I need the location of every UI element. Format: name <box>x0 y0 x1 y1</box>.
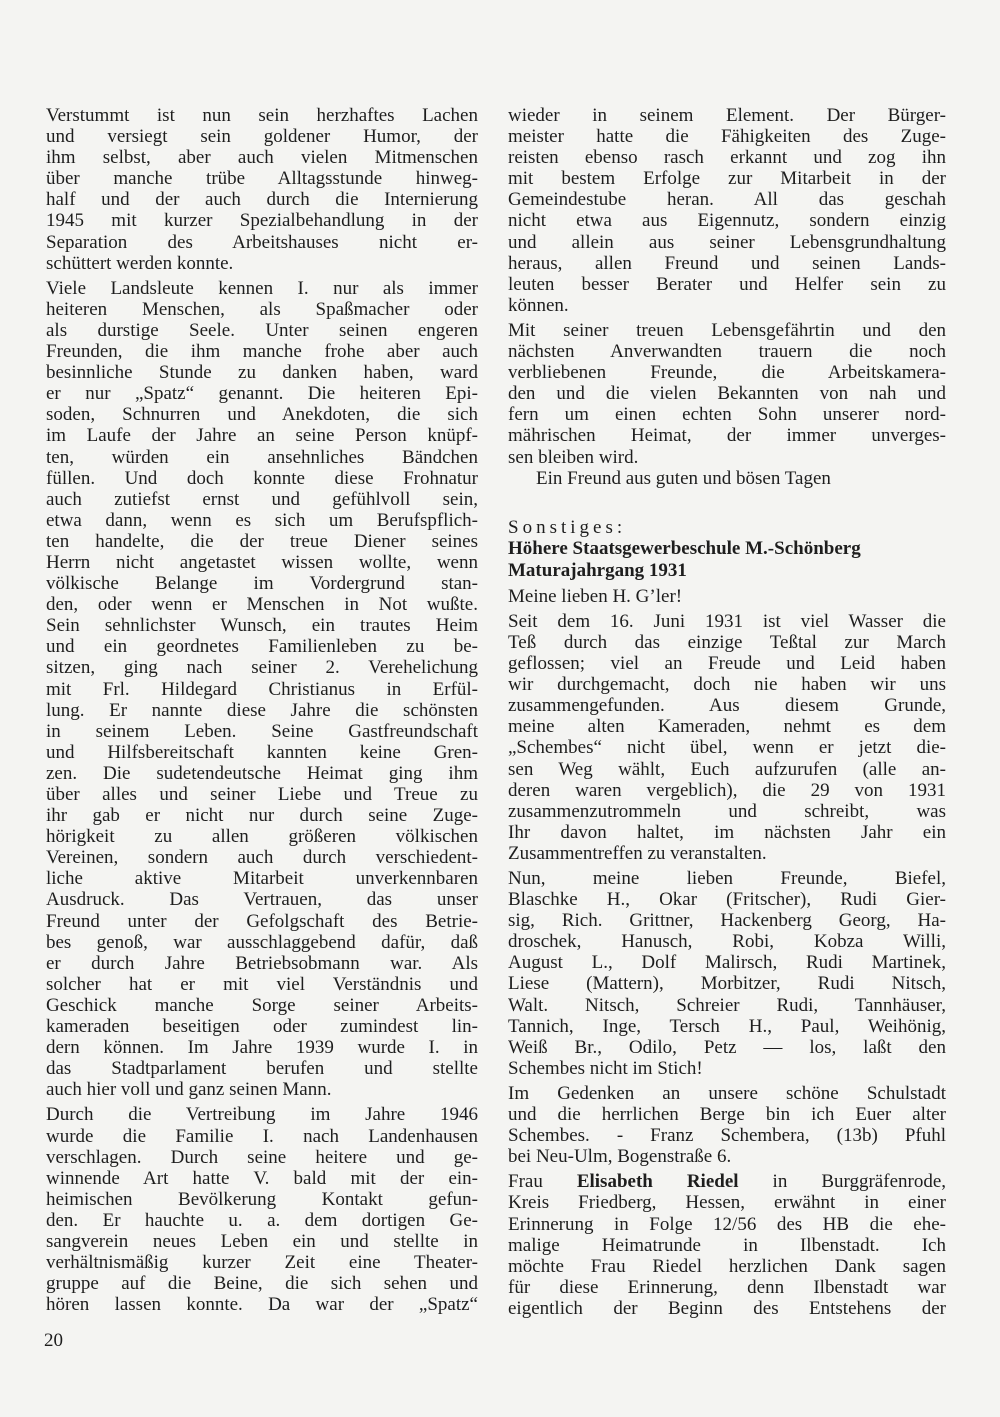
text-line: Im Gedenken an unsere schöne Schulstadt <box>508 1082 946 1104</box>
text-line: Mit seiner treuen Lebensgefährtin und den <box>508 319 946 341</box>
text-line: Erinnerung in Folge 12/56 des HB die ehe- <box>508 1213 946 1235</box>
text-line: heiteren Menschen, als Spaßmacher oder <box>46 298 478 320</box>
text-line: ihm selbst, aber auch vielen Mitmenschen <box>46 147 478 169</box>
text-line: geflossen; viel an Freude und Leid haben <box>508 653 946 675</box>
text-line: Ausdruck. Das Vertrauen, das unser <box>46 889 478 911</box>
text-line: ihr gab er nicht nur durch seine Zuge- <box>46 805 478 827</box>
text-line: Freunden, die ihm manche frohe aber auch <box>46 341 478 363</box>
paragraph <box>46 1104 478 1315</box>
article-heading <box>508 538 946 582</box>
text-line: völkische Belange im Vordergrund stan- <box>46 573 478 595</box>
text-line: Zusammentreffen zu veranstalten. <box>508 842 767 864</box>
text-line: Geschick manche Sorge seiner Arbeits- <box>46 994 478 1016</box>
text-line: den, oder wenn er Menschen in Not wußte. <box>46 594 478 616</box>
riedel-lines <box>508 1192 946 1319</box>
text-line: Sein sehnlichster Wunsch, ein trautes Heim <box>46 615 478 637</box>
text-line: Durch die Vertreibung im Jahre 1946 <box>46 1104 478 1126</box>
riedel-paragraph <box>508 1171 946 1319</box>
text-line: Ihr davon haltet, im nächsten Jahr ein <box>508 821 946 843</box>
text-line: wieder in seinem Element. Der Bürger- <box>508 105 946 126</box>
text-line: und ein geordnetes Familienleben zu be- <box>46 636 478 658</box>
text-line: Verstummt ist nun sein herzhaftes Lachen <box>46 105 478 126</box>
text-line: Teß durch das einzige Teßtal zur March <box>508 631 946 653</box>
paragraph <box>46 105 478 274</box>
text-line: sangverein neues Leben ein und stellte in <box>46 1230 478 1252</box>
text-line: für diese Erinnerung, denn Ilbenstadt war <box>508 1276 946 1298</box>
article-heading-line: Maturajahrgang 1931 <box>508 559 687 581</box>
text-line: Gemeindestube heran. All das geschah <box>508 189 946 211</box>
text-line: über alles und seiner Liebe und Treue zu <box>46 784 478 805</box>
text-line: wir durchgemacht, doch nie haben wir uns <box>508 674 946 696</box>
text-line: etwa dann, wenn es sich um Berufspflich- <box>46 509 478 531</box>
text-line: solcher hat er mit viel Verständnis und <box>46 973 478 995</box>
text-line: Viele Landsleute kennen I. nur als immer <box>46 277 478 299</box>
text-line: zen. Die sudetendeutsche Heimat ging ihm <box>46 762 478 784</box>
text-line: auch zutiefst ernst und gefühlvoll sein, <box>46 488 478 510</box>
text-line: wurde die Familie I. nach Landenhausen <box>46 1125 478 1147</box>
text-line: 1945 mit kurzer Spezialbehandlung in der <box>46 210 478 232</box>
text-line: zusammenzutrommeln und schreibt, was <box>508 800 946 822</box>
person-name: Elisabeth Riedel <box>576 1171 739 1193</box>
text-line: August L., Dolf Malirsch, Rudi Martinek, <box>508 952 946 974</box>
text-line: er durch Jahre Betriebsobmann war. Als <box>46 952 478 974</box>
text-line: heraus, allen Freund und seinen Lands- <box>508 252 946 274</box>
letter-greeting: Meine lieben H. G’ler! <box>508 585 683 607</box>
section-title: Sonstiges: <box>508 516 627 538</box>
text-line: mit Frl. Hildegard Christianus in Erfül- <box>46 678 478 700</box>
text-line: besinnliche Stunde zu danken haben, ward <box>46 362 478 384</box>
text-line: leuten besser Berater und Helfer sein zu <box>508 273 946 295</box>
paragraph <box>46 278 478 1101</box>
text-line: und allein aus seiner Lebensgrundhaltung <box>508 231 946 253</box>
text-line: verhältnismäßig kurzer Zeit eine Theater- <box>46 1252 478 1274</box>
text-line: ten, würden ein ansehnliches Bändchen <box>46 446 478 468</box>
obituary-signature: Ein Freund aus guten und bösen Tagen <box>536 467 831 489</box>
text-line: meister hatte die Fähigkeiten des Zuge- <box>508 126 946 148</box>
article-heading-line: Höhere Staatsgewerbeschule M.-Schönberg <box>508 537 861 559</box>
text-line: sen bleiben wird. <box>508 446 639 468</box>
text-line: verbliebenen Freunde, die Arbeitskamera- <box>508 362 946 384</box>
paragraph <box>508 1083 946 1167</box>
text-line: er nur „Spatz“ genannt. Die heiteren Epi- <box>46 383 478 405</box>
text-line: Schembes nicht im Stich! <box>508 1057 703 1079</box>
text-line: „Schembes“ nicht übel, wenn er jetzt die- <box>508 737 946 759</box>
text-line: soden, Schnurren und Anekdoten, die sich <box>46 404 478 426</box>
text-line: nicht etwa aus Eigennutz, sondern einzig <box>508 210 946 232</box>
text-line: gruppe auf die Beine, die sich sehen und <box>46 1273 478 1295</box>
text-line: sitzen, ging nach seiner 2. Verehelichung <box>46 657 478 679</box>
text-line: reisten ebenso rasch erkannt und zog ihn <box>508 147 946 169</box>
text-line: möchte Frau Riedel herzlichen Dank sagen <box>508 1255 946 1277</box>
text-line <box>508 1171 946 1192</box>
text-line: das Stadtparlament berufen und stellte <box>46 1058 478 1080</box>
text-line: nächsten Anverwandten trauern die noch <box>508 341 946 363</box>
text-line: sig, Rich. Grittner, Hackenberg Georg, Ha- <box>508 910 946 932</box>
text-line: als durstige Seele. Unter seinen engeren <box>46 319 478 341</box>
text-line: Weiß Br., Odilo, Petz — los, laßt den <box>508 1036 946 1058</box>
text-line: Herrn nicht angetastet wissen wollte, wenn <box>46 551 478 573</box>
text-line: droschek, Hanusch, Robi, Kobza Willi, <box>508 931 946 953</box>
text-line: ten handelte, die der treue Diener seines <box>46 530 478 552</box>
text-fragment: in Burggräfenrode, <box>738 1171 947 1193</box>
left-column <box>46 105 478 1315</box>
text-line: winnende Art hatte V. bald mit der ein- <box>46 1167 478 1189</box>
text-line: Vereinen, sondern auch durch verschiedent- <box>46 847 478 869</box>
text-line: den und die vielen Bekannten von nah und <box>508 383 946 405</box>
paragraph <box>508 611 946 864</box>
paragraph <box>508 105 946 316</box>
text-line: lung. Er nannte diese Jahre die schönsten <box>46 699 478 721</box>
text-line: Separation des Arbeitshauses nicht er- <box>46 231 478 253</box>
text-line: meine alten Kameraden, nehmt es dem <box>508 716 946 738</box>
text-line: hörigkeit zu allen größeren völkischen <box>46 826 478 848</box>
text-line: Nun, meine lieben Freunde, Biefel, <box>508 868 946 889</box>
text-line: bes genoß, war ausschlaggebend dafür, daß <box>46 931 478 953</box>
letter-body <box>508 611 946 1167</box>
paragraph <box>508 320 946 468</box>
text-line: hören lassen konnte. Da war der „Spatz“ <box>46 1294 478 1316</box>
text-line: liche aktive Mitarbeit unverkennbaren <box>46 868 478 890</box>
text-line: über manche trübe Alltagsstunde hinweg- <box>46 168 478 190</box>
text-line: Kreis Friedberg, Hessen, erwähnt in einer <box>508 1192 946 1214</box>
text-line: mährischen Heimat, der immer unverges- <box>508 425 946 447</box>
obituary-continuation <box>508 105 946 468</box>
text-line: half und der auch durch die Internierung <box>46 189 478 211</box>
text-fragment: Frau <box>508 1171 577 1193</box>
text-line: können. <box>508 294 569 316</box>
text-line: schüttert werden konnte. <box>46 252 234 274</box>
text-line: und Hilfsbereitschaft kannten keine Gren- <box>46 741 478 763</box>
text-line: Blaschke H., Okar (Fritscher), Rudi Gier- <box>508 889 946 911</box>
paragraph <box>508 868 946 1079</box>
page-number: 20 <box>44 1330 63 1351</box>
text-line: Freund unter der Gefolgschaft des Betrie- <box>46 910 478 932</box>
text-line: sen Weg wählt, Euch aufzurufen (alle an- <box>508 758 946 780</box>
text-line: den. Er hauchte u. a. dem dortigen Ge- <box>46 1209 478 1231</box>
text-line: im Laufe der Jahre an seine Person knüpf- <box>46 425 478 447</box>
text-line: malige Heimatrunde in Ilbenstadt. Ich <box>508 1234 946 1256</box>
text-line: Schembes. - Franz Schembera, (13b) Pfuhl <box>508 1125 946 1147</box>
text-line: füllen. Und doch konnte diese Frohnatur <box>46 467 478 489</box>
text-line: heimischen Bevölkerung Kontakt gefun- <box>46 1188 478 1210</box>
text-line: in seinem Leben. Seine Gastfreundschaft <box>46 720 478 742</box>
text-line: deren waren vergeblich), die 29 von 1931 <box>508 779 946 801</box>
text-line: kameraden beseitigen oder zumindest lin- <box>46 1016 478 1038</box>
text-line: und versiegt sein goldener Humor, der <box>46 126 478 148</box>
right-column <box>508 105 946 1319</box>
text-line: mit bestem Erfolge zur Mitarbeit in der <box>508 168 946 190</box>
text-line: fern um einen echten Sohn unserer nord- <box>508 404 946 426</box>
text-line: eigentlich der Beginn des Entstehens der <box>508 1297 946 1319</box>
text-line: dern können. Im Jahre 1939 wurde I. in <box>46 1037 478 1059</box>
text-line: und die herrlichen Berge bin ich Euer alter <box>508 1104 946 1126</box>
text-line: Liese (Mattern), Morbitzer, Rudi Nitsch, <box>508 973 946 995</box>
text-line: Tannich, Inge, Tersch H., Paul, Weihönig, <box>508 1015 946 1037</box>
text-line: auch hier voll und ganz seinen Mann. <box>46 1079 332 1101</box>
text-line: Seit dem 16. Juni 1931 ist viel Wasser die <box>508 610 946 632</box>
text-line: Walt. Nitsch, Schreier Rudi, Tannhäuser, <box>508 994 946 1016</box>
text-line: bei Neu-Ulm, Bogenstraße 6. <box>508 1146 732 1168</box>
text-line: verschlagen. Durch seine heitere und ge- <box>46 1146 478 1168</box>
text-line: zusammengefunden. Aus diesem Grunde, <box>508 695 946 717</box>
